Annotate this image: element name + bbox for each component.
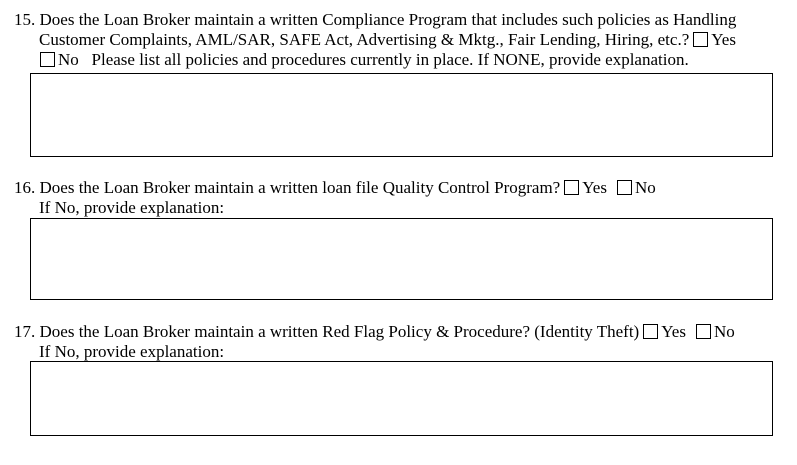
question-16-line2: [39, 198, 224, 218]
question-17-yes-label: Yes: [661, 322, 686, 341]
question-16-line1: [14, 178, 656, 198]
question-16-followup: If No, provide explanation:: [39, 198, 225, 217]
question-15-text-line2: Customer Complaints, AML/SAR, SAFE Act, Advertising & Mktg., Fair Lending, Hiring, etc.?: [39, 30, 690, 49]
question-17-answer-box[interactable]: [30, 361, 773, 436]
question-15-line3: [37, 50, 689, 70]
question-16-no-label: No: [634, 178, 656, 197]
question-17-no-checkbox[interactable]: [696, 324, 711, 339]
question-15-yes-label: Yes: [711, 30, 736, 49]
question-17-followup: If No, provide explanation:: [39, 342, 225, 361]
question-17-text: Does the Loan Broker maintain a written Red Flag Policy & Procedure? (Identity Theft): [39, 322, 640, 341]
question-17-no-label: No: [713, 322, 735, 341]
question-17-yes-checkbox[interactable]: [643, 324, 658, 339]
question-15-number: 15.: [14, 10, 36, 29]
question-16-yes-checkbox[interactable]: [564, 180, 579, 195]
question-15-no-label: No: [58, 50, 79, 69]
question-15-line1: [14, 10, 736, 30]
question-16-answer-box[interactable]: [30, 218, 773, 300]
question-17-line2: [39, 342, 224, 362]
question-16-text: Does the Loan Broker maintain a written loan file Quality Control Program?: [39, 178, 561, 197]
question-16-yes-label: Yes: [582, 178, 607, 197]
question-15-answer-box[interactable]: [30, 73, 773, 157]
question-15-text-line1: Does the Loan Broker maintain a written Compliance Program that includes such policies as Handling: [39, 10, 737, 29]
question-15-yes-checkbox[interactable]: [693, 32, 708, 47]
question-15-line2: [39, 30, 736, 50]
question-15-followup: Please list all policies and procedures currently in place. If NONE, provide explanation.: [91, 50, 689, 69]
question-17-line1: [14, 322, 735, 342]
question-16-number: 16.: [14, 178, 36, 197]
question-15-no-checkbox[interactable]: [40, 52, 55, 67]
question-16-no-checkbox[interactable]: [617, 180, 632, 195]
question-17-number: 17.: [14, 322, 36, 341]
